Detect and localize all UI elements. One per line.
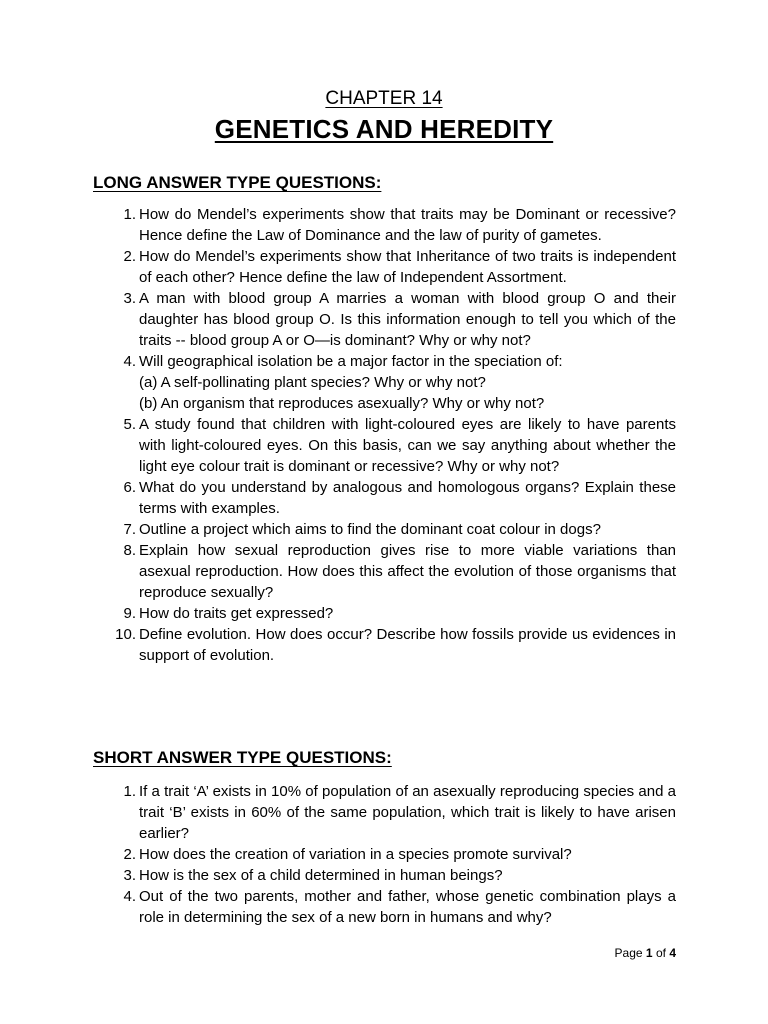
sub-question-b: (b) An organism that reproduces asexually? Why or why not? (139, 395, 545, 412)
question-number: 4. (123, 353, 136, 370)
list-item (110, 351, 676, 414)
long-answer-list (110, 204, 676, 666)
list-item (110, 477, 676, 519)
page-footer (612, 946, 676, 960)
chapter-label: CHAPTER 14 (325, 88, 443, 109)
question-number: 3. (123, 867, 136, 884)
question-text: Define evolution. How does occur? Describe how fossils provide us evidences in support of evolution. (139, 626, 676, 664)
question-text: Will geographical isolation be a major factor in the speciation of: (139, 353, 563, 370)
long-answer-heading: LONG ANSWER TYPE QUESTIONS: (93, 173, 382, 192)
page-title (0, 114, 768, 145)
question-number: 1. (123, 206, 136, 223)
question-number: 8. (123, 542, 136, 559)
list-item (110, 865, 676, 886)
chapter-number (0, 88, 768, 110)
question-text: What do you understand by analogous and homologous organs? Explain these terms with examples. (139, 479, 676, 517)
list-item (110, 886, 676, 928)
question-number: 6. (123, 479, 136, 496)
short-answer-list (110, 781, 676, 928)
question-text: A man with blood group A marries a woman with blood group O and their daughter has blood group O. Is this information enough to tell you which of the traits -- blood group A or O—is dominant? Why or why not? (139, 290, 676, 349)
list-item (110, 844, 676, 865)
question-number: 2. (123, 846, 136, 863)
question-text: Out of the two parents, mother and father, whose genetic combination plays a role in determining the sex of a new born in humans and why? (139, 888, 676, 926)
total-pages-number: 4 (669, 946, 676, 960)
list-item (110, 414, 676, 477)
question-text: If a trait ‘A’ exists in 10% of population of an asexually reproducing species and a trait ‘B’ exists in 60% of the same population, which trait is likely to have arisen earlier? (139, 783, 676, 842)
page-word: Page (614, 946, 643, 960)
question-text: How does the creation of variation in a species promote survival? (139, 846, 572, 863)
list-item (110, 624, 676, 666)
question-text: How do Mendel’s experiments show that traits may be Dominant or recessive? Hence define the Law of Dominance and the law of purity of gametes. (139, 206, 676, 244)
question-text: How is the sex of a child determined in human beings? (139, 867, 503, 884)
question-number: 3. (123, 290, 136, 307)
question-number: 4. (123, 888, 136, 905)
list-item (110, 519, 676, 540)
list-item (110, 603, 676, 624)
question-text: How do Mendel’s experiments show that Inheritance of two traits is independent of each other? Hence define the law of Independent Assortment. (139, 248, 676, 286)
question-text: Explain how sexual reproduction gives rise to more viable variations than asexual reproduction. How does this affect the evolution of those organisms that reproduce sexually? (139, 542, 676, 601)
list-item (110, 540, 676, 603)
question-number: 2. (123, 248, 136, 265)
list-item (110, 781, 676, 844)
question-number: 9. (123, 605, 136, 622)
short-answer-heading: SHORT ANSWER TYPE QUESTIONS: (93, 748, 392, 767)
title-text: GENETICS AND HEREDITY (214, 114, 554, 144)
question-text: How do traits get expressed? (139, 605, 334, 622)
of-word: of (655, 946, 666, 960)
current-page-number: 1 (645, 946, 653, 960)
question-number: 1. (123, 783, 136, 800)
question-text: Outline a project which aims to find the dominant coat colour in dogs? (139, 521, 601, 538)
question-number: 5. (123, 416, 136, 433)
sub-question-a: (a) A self-pollinating plant species? Why or why not? (139, 374, 486, 391)
list-item (110, 204, 676, 246)
list-item (110, 288, 676, 351)
list-item (110, 246, 676, 288)
question-number: 7. (123, 521, 136, 538)
question-text: A study found that children with light-coloured eyes are likely to have parents with light-coloured eyes. On this basis, can we say anything about whether the light eye colour trait is dominant or recessive? Why or why not? (139, 416, 676, 475)
question-number: 10. (115, 626, 136, 643)
